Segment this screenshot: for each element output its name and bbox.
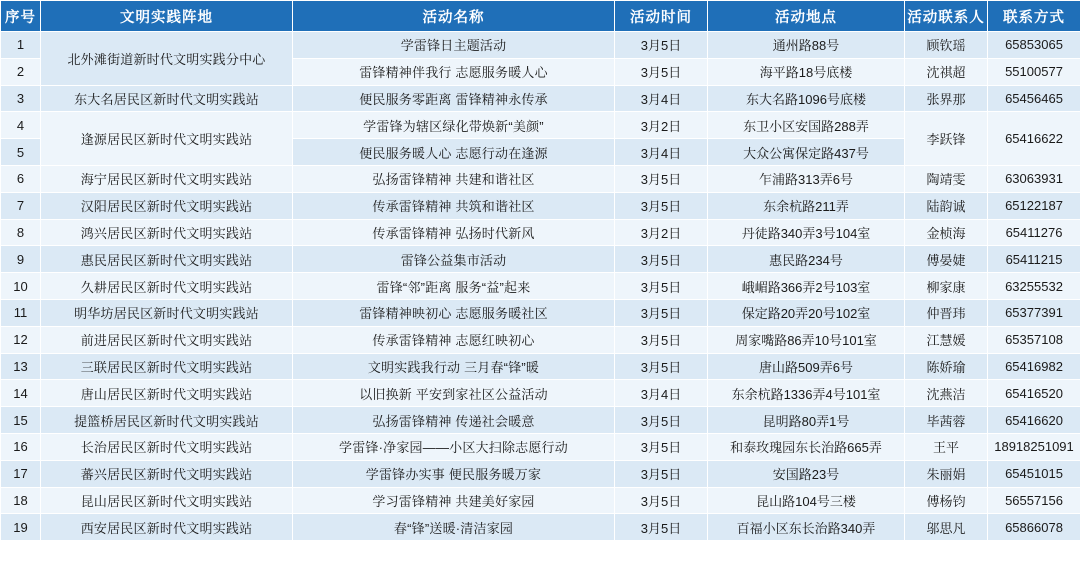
column-header-date: 活动时间 [615, 1, 708, 32]
cell-phone: 56557156 [988, 487, 1080, 514]
table-row [1, 460, 1080, 487]
cell-contact: 顾钦瑶 [905, 32, 988, 59]
cell-site: 汉阳居民区新时代文明实践站 [41, 192, 293, 219]
cell-site: 提篮桥居民区新时代文明实践站 [41, 407, 293, 434]
cell-place: 周家嘴路86弄10号101室 [708, 326, 905, 353]
cell-index: 15 [1, 407, 41, 434]
cell-date: 3月5日 [615, 58, 708, 85]
cell-place: 东大名路1096号底楼 [708, 85, 905, 112]
cell-activity: 传承雷锋精神 弘扬时代新风 [293, 219, 615, 246]
cell-date: 3月5日 [615, 246, 708, 273]
cell-index: 7 [1, 192, 41, 219]
cell-date: 3月5日 [615, 487, 708, 514]
cell-phone: 65122187 [988, 192, 1080, 219]
cell-site: 惠民居民区新时代文明实践站 [41, 246, 293, 273]
cell-contact: 傅杨钧 [905, 487, 988, 514]
cell-index: 6 [1, 165, 41, 192]
column-header-activity: 活动名称 [293, 1, 615, 32]
cell-phone: 65416520 [988, 380, 1080, 407]
cell-phone: 18918251091 [988, 433, 1080, 460]
table-row [1, 246, 1080, 273]
cell-place: 昆明路80弄1号 [708, 407, 905, 434]
cell-contact: 王平 [905, 433, 988, 460]
cell-date: 3月5日 [615, 514, 708, 541]
column-header-place: 活动地点 [708, 1, 905, 32]
cell-contact: 邬思凡 [905, 514, 988, 541]
cell-site: 西安居民区新时代文明实践站 [41, 514, 293, 541]
cell-index: 14 [1, 380, 41, 407]
cell-date: 3月4日 [615, 380, 708, 407]
column-header-phone: 联系方式 [988, 1, 1080, 32]
cell-date: 3月5日 [615, 273, 708, 300]
cell-place: 和泰玫瑰园东长治路665弄 [708, 433, 905, 460]
column-header-index: 序号 [1, 1, 41, 32]
table-row [1, 514, 1080, 541]
cell-place: 百福小区东长治路340弄 [708, 514, 905, 541]
table-row [1, 380, 1080, 407]
cell-index: 4 [1, 112, 41, 139]
cell-index: 17 [1, 460, 41, 487]
cell-site: 昆山居民区新时代文明实践站 [41, 487, 293, 514]
cell-phone: 65411215 [988, 246, 1080, 273]
cell-activity: 雷锋“邻”距离 服务“益”起来 [293, 273, 615, 300]
cell-place: 东余杭路1336弄4号101室 [708, 380, 905, 407]
cell-contact: 傅晏婕 [905, 246, 988, 273]
cell-activity: 学习雷锋精神 共建美好家园 [293, 487, 615, 514]
cell-date: 3月5日 [615, 326, 708, 353]
cell-index: 1 [1, 32, 41, 59]
cell-activity: 便民服务暖人心 志愿行动在逢源 [293, 139, 615, 166]
table-body [1, 32, 1080, 541]
cell-place: 东余杭路211弄 [708, 192, 905, 219]
cell-place: 丹徒路340弄3号104室 [708, 219, 905, 246]
cell-phone: 65451015 [988, 460, 1080, 487]
cell-place: 惠民路234号 [708, 246, 905, 273]
cell-index: 12 [1, 326, 41, 353]
cell-index: 9 [1, 246, 41, 273]
cell-site: 海宁居民区新时代文明实践站 [41, 165, 293, 192]
cell-index: 5 [1, 139, 41, 166]
cell-date: 3月5日 [615, 407, 708, 434]
cell-activity: 传承雷锋精神 共筑和谐社区 [293, 192, 615, 219]
table-row [1, 165, 1080, 192]
table-row [1, 326, 1080, 353]
cell-contact: 金桢海 [905, 219, 988, 246]
cell-contact: 江慧媛 [905, 326, 988, 353]
cell-contact: 朱丽娟 [905, 460, 988, 487]
cell-activity: 以旧换新 平安到家社区公益活动 [293, 380, 615, 407]
cell-phone: 63063931 [988, 165, 1080, 192]
cell-contact: 毕茜蓉 [905, 407, 988, 434]
cell-place: 乍浦路313弄6号 [708, 165, 905, 192]
cell-site: 明华坊居民区新时代文明实践站 [41, 299, 293, 326]
table-row [1, 112, 1080, 139]
cell-index: 11 [1, 299, 41, 326]
cell-contact: 陆韵诚 [905, 192, 988, 219]
cell-contact: 仲晋玮 [905, 299, 988, 326]
table-row [1, 433, 1080, 460]
cell-site: 逢源居民区新时代文明实践站 [41, 112, 293, 166]
cell-activity: 春“锋”送暖·清洁家园 [293, 514, 615, 541]
cell-contact: 沈燕洁 [905, 380, 988, 407]
cell-site: 唐山居民区新时代文明实践站 [41, 380, 293, 407]
table-row [1, 32, 1080, 59]
cell-activity: 弘扬雷锋精神 共建和谐社区 [293, 165, 615, 192]
cell-site: 鸿兴居民区新时代文明实践站 [41, 219, 293, 246]
cell-activity: 雷锋精神伴我行 志愿服务暖人心 [293, 58, 615, 85]
cell-index: 16 [1, 433, 41, 460]
cell-site: 长治居民区新时代文明实践站 [41, 433, 293, 460]
cell-date: 3月5日 [615, 32, 708, 59]
cell-phone: 65416620 [988, 407, 1080, 434]
cell-activity: 便民服务零距离 雷锋精神永传承 [293, 85, 615, 112]
cell-place: 通州路88号 [708, 32, 905, 59]
header-row [1, 1, 1080, 32]
cell-index: 2 [1, 58, 41, 85]
cell-phone: 55100577 [988, 58, 1080, 85]
table-row [1, 407, 1080, 434]
cell-site: 蕃兴居民区新时代文明实践站 [41, 460, 293, 487]
cell-date: 3月5日 [615, 165, 708, 192]
table-row [1, 192, 1080, 219]
cell-activity: 文明实践我行动 三月春“锋”暖 [293, 353, 615, 380]
cell-place: 安国路23号 [708, 460, 905, 487]
table-header [1, 1, 1080, 32]
cell-contact: 张界那 [905, 85, 988, 112]
cell-phone: 63255532 [988, 273, 1080, 300]
cell-date: 3月5日 [615, 460, 708, 487]
cell-phone: 65411276 [988, 219, 1080, 246]
cell-activity: 学雷锋日主题活动 [293, 32, 615, 59]
column-header-contact: 活动联系人 [905, 1, 988, 32]
cell-place: 昆山路104号三楼 [708, 487, 905, 514]
table-row [1, 219, 1080, 246]
cell-date: 3月2日 [615, 112, 708, 139]
column-header-site: 文明实践阵地 [41, 1, 293, 32]
cell-site: 三联居民区新时代文明实践站 [41, 353, 293, 380]
cell-index: 19 [1, 514, 41, 541]
cell-index: 18 [1, 487, 41, 514]
cell-contact: 柳家康 [905, 273, 988, 300]
cell-phone: 65866078 [988, 514, 1080, 541]
cell-activity: 学雷锋办实事 便民服务暖万家 [293, 460, 615, 487]
cell-phone: 65853065 [988, 32, 1080, 59]
table-row [1, 85, 1080, 112]
cell-date: 3月5日 [615, 299, 708, 326]
cell-date: 3月5日 [615, 192, 708, 219]
cell-index: 3 [1, 85, 41, 112]
cell-place: 东卫小区安国路288弄 [708, 112, 905, 139]
cell-phone: 65357108 [988, 326, 1080, 353]
cell-phone: 65416982 [988, 353, 1080, 380]
cell-date: 3月5日 [615, 433, 708, 460]
cell-contact: 李跃锋 [905, 112, 988, 166]
cell-phone: 65416622 [988, 112, 1080, 166]
cell-activity: 雷锋公益集市活动 [293, 246, 615, 273]
cell-activity: 弘扬雷锋精神 传递社会暖意 [293, 407, 615, 434]
cell-contact: 陈娇瑜 [905, 353, 988, 380]
cell-contact: 沈祺超 [905, 58, 988, 85]
cell-index: 8 [1, 219, 41, 246]
cell-date: 3月5日 [615, 353, 708, 380]
cell-activity: 学雷锋为辖区绿化带焕新“美颜” [293, 112, 615, 139]
cell-place: 峨嵋路366弄2号103室 [708, 273, 905, 300]
cell-date: 3月4日 [615, 139, 708, 166]
cell-date: 3月4日 [615, 85, 708, 112]
cell-place: 唐山路509弄6号 [708, 353, 905, 380]
cell-site: 前进居民区新时代文明实践站 [41, 326, 293, 353]
table-row [1, 273, 1080, 300]
table-row [1, 299, 1080, 326]
cell-activity: 雷锋精神映初心 志愿服务暖社区 [293, 299, 615, 326]
cell-place: 保定路20弄20号102室 [708, 299, 905, 326]
cell-contact: 陶靖雯 [905, 165, 988, 192]
cell-site: 久耕居民区新时代文明实践站 [41, 273, 293, 300]
cell-activity: 学雷锋·净家园——小区大扫除志愿行动 [293, 433, 615, 460]
cell-activity: 传承雷锋精神 志愿红映初心 [293, 326, 615, 353]
cell-index: 13 [1, 353, 41, 380]
cell-phone: 65377391 [988, 299, 1080, 326]
cell-date: 3月2日 [615, 219, 708, 246]
cell-index: 10 [1, 273, 41, 300]
cell-place: 大众公寓保定路437号 [708, 139, 905, 166]
cell-site: 北外滩街道新时代文明实践分中心 [41, 32, 293, 86]
cell-phone: 65456465 [988, 85, 1080, 112]
table-row [1, 353, 1080, 380]
cell-place: 海平路18号底楼 [708, 58, 905, 85]
table-row [1, 487, 1080, 514]
cell-site: 东大名居民区新时代文明实践站 [41, 85, 293, 112]
